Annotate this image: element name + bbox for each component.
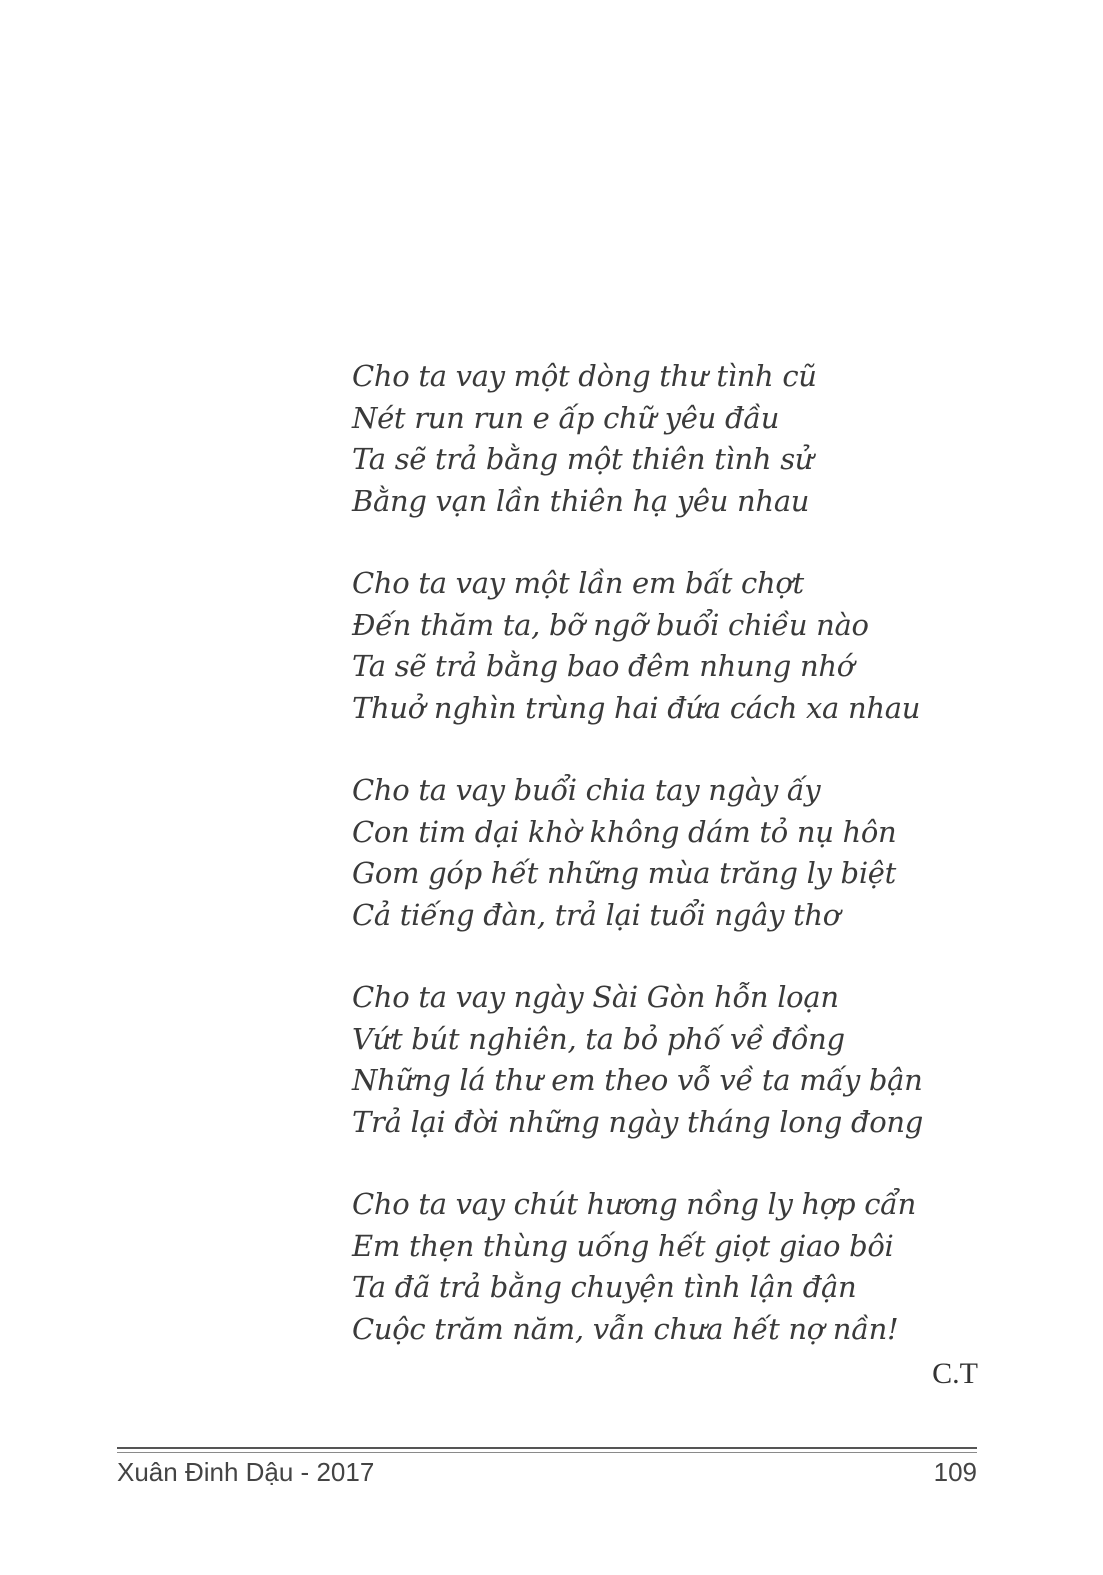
poem-line: Ta đã trả bằng chuyện tình lận đận [352,1270,857,1304]
poem-line: Gom góp hết những mùa trăng ly biệt [352,856,897,890]
page-number: 109 [933,1457,977,1487]
poem-line: Con tim dại khờ không dám tỏ nụ hôn [352,814,897,849]
stanza-2 [352,563,972,729]
poem [352,356,972,1391]
poem-line: Cuộc trăm năm, vẫn chưa hết nợ nần! [352,1311,899,1346]
poem-line: Cho ta vay một lần em bất chợt [352,566,804,600]
stanza-4 [352,977,972,1143]
poem-line: Thuở nghìn trùng hai đứa cách xa nhau [352,690,921,725]
poem-line: Nét run run e ấp chữ yêu đầu [352,400,780,435]
poem-line: Trả lại đời những ngày tháng long đong [352,1104,924,1139]
poem-line: Đến thăm ta, bỡ ngỡ buổi chiều nào [352,607,869,642]
author-signature: C.T [932,1357,978,1390]
poem-line: Vứt bút nghiên, ta bỏ phố về đồng [352,1021,845,1056]
poem-line: Cho ta vay ngày Sài Gòn hỗn loạn [352,980,839,1014]
poem-line: Ta sẽ trả bằng bao đêm nhung nhớ [352,649,854,683]
stanza-5 [352,1184,972,1350]
poem-line: Ta sẽ trả bằng một thiên tình sử [352,442,814,476]
footer-divider [117,1447,977,1453]
stanza-1 [352,356,972,522]
poem-line: Cho ta vay chút hương nồng ly hợp cẩn [352,1187,916,1221]
poem-line: Cả tiếng đàn, trả lại tuổi ngây thơ [352,897,840,932]
poem-line: Bằng vạn lần thiên hạ yêu nhau [352,483,810,518]
poem-line: Cho ta vay buổi chia tay ngày ấy [352,773,821,807]
footer-publication: Xuân Đinh Dậu - 2017 [117,1457,375,1487]
poem-line: Cho ta vay một dòng thư tình cũ [352,359,817,393]
poem-line: Những lá thư em theo vỗ về ta mấy bận [352,1063,923,1097]
poem-line: Em thẹn thùng uống hết giọt giao bôi [352,1228,894,1263]
stanza-3 [352,770,972,936]
